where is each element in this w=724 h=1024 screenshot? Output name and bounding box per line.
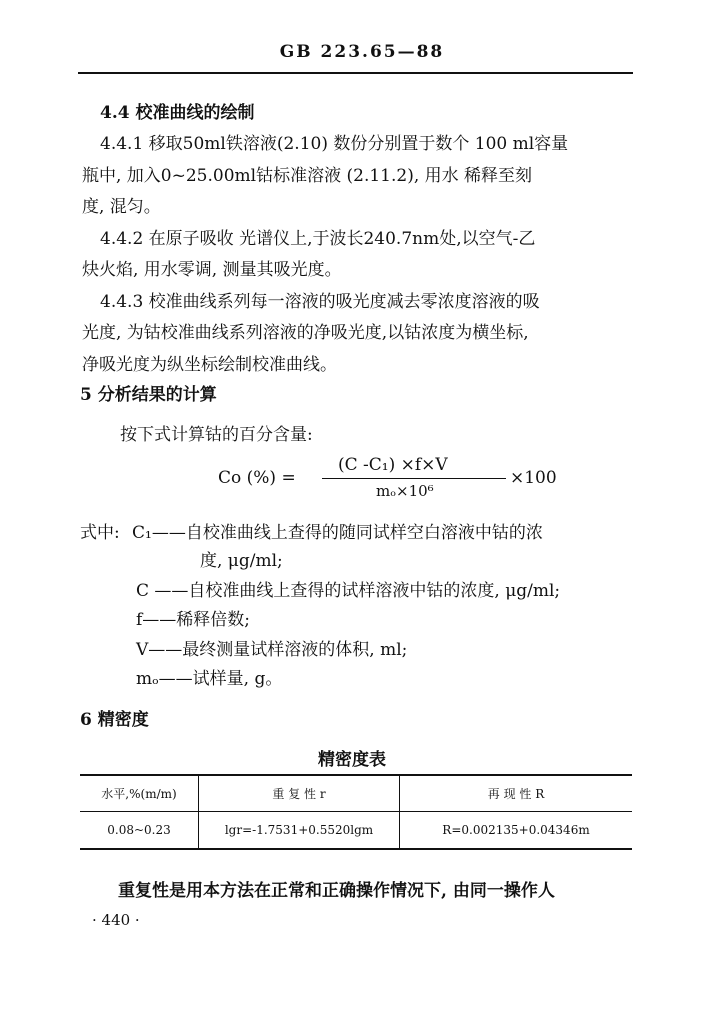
formula-lhs: Co (%) = <box>218 468 296 488</box>
formula-suffix: ×100 <box>510 468 557 488</box>
standard-header: GB 223.65—88 <box>279 42 445 62</box>
section-6-title: 6 精密度 <box>80 710 149 730</box>
page-number: · 440 · <box>92 911 140 929</box>
definition-f: f——稀释倍数; <box>136 610 251 630</box>
section-4-4-title: 4.4 校准曲线的绘制 <box>100 103 255 123</box>
closing-text: 重复性是用本方法在正常和正确操作情况下, 由同一操作人 <box>118 881 555 901</box>
section-4-4-1-line-1: 4.4.1 移取50ml铁溶液(2.10) 数份分别置于数个 100 ml容量 <box>100 134 569 154</box>
section-4-4-2-line-2: 炔火焰, 用水零调, 测量其吸光度。 <box>82 260 342 280</box>
definition-c1-line-2: 度, μg/ml; <box>200 551 283 571</box>
section-4-4-1-line-2: 瓶中, 加入0~25.00ml钴标准溶液 (2.11.2), 用水 稀释至刻 <box>82 166 533 186</box>
definition-m: mₒ——试样量, g。 <box>136 669 283 689</box>
definition-c1-line-1: C₁——自校准曲线上查得的随同试样空白溶液中钴的浓 <box>132 523 543 543</box>
definition-v: V——最终测量试样溶液的体积, ml; <box>136 640 408 660</box>
section-5-intro: 按下式计算钴的百分含量: <box>120 425 313 445</box>
formula-numerator: (C -C₁) ×f×V <box>338 455 448 475</box>
formula-fraction-bar <box>322 478 506 479</box>
section-4-4-2-line-1: 4.4.2 在原子吸收 光谱仪上,于波长240.7nm处,以空气-乙 <box>100 229 536 249</box>
cell-repeatability: lgr=-1.7531+0.5520lgm <box>199 811 400 849</box>
cell-level: 0.08~0.23 <box>80 811 199 849</box>
section-4-4-3-line-3: 净吸光度为纵坐标绘制校准曲线。 <box>82 355 337 375</box>
section-4-4-1-line-3: 度, 混匀。 <box>82 197 161 217</box>
header-rule <box>78 72 633 74</box>
section-5-title: 5 分析结果的计算 <box>80 385 217 405</box>
section-4-4-3-line-1: 4.4.3 校准曲线系列每一溶液的吸光度减去零浓度溶液的吸 <box>100 292 540 312</box>
header-reproducibility: 再 现 性 R <box>487 786 545 801</box>
section-4-4-3-line-2: 光度, 为钴校准曲线系列溶液的净吸光度,以钴浓度为横坐标, <box>82 323 529 343</box>
precision-table <box>80 774 632 850</box>
definition-c: C ——自校准曲线上查得的试样溶液中钴的浓度, μg/ml; <box>136 581 561 601</box>
table-caption: 精密度表 <box>318 750 386 770</box>
header-repeatability: 重 复 性 r <box>199 775 400 811</box>
definitions-prefix: 式中: <box>80 523 120 543</box>
formula-denominator: mₒ×10⁶ <box>376 482 434 500</box>
header-level: 水平,%(m/m) <box>80 775 199 811</box>
cell-reproducibility: R=0.002135+0.04346m <box>442 822 590 837</box>
